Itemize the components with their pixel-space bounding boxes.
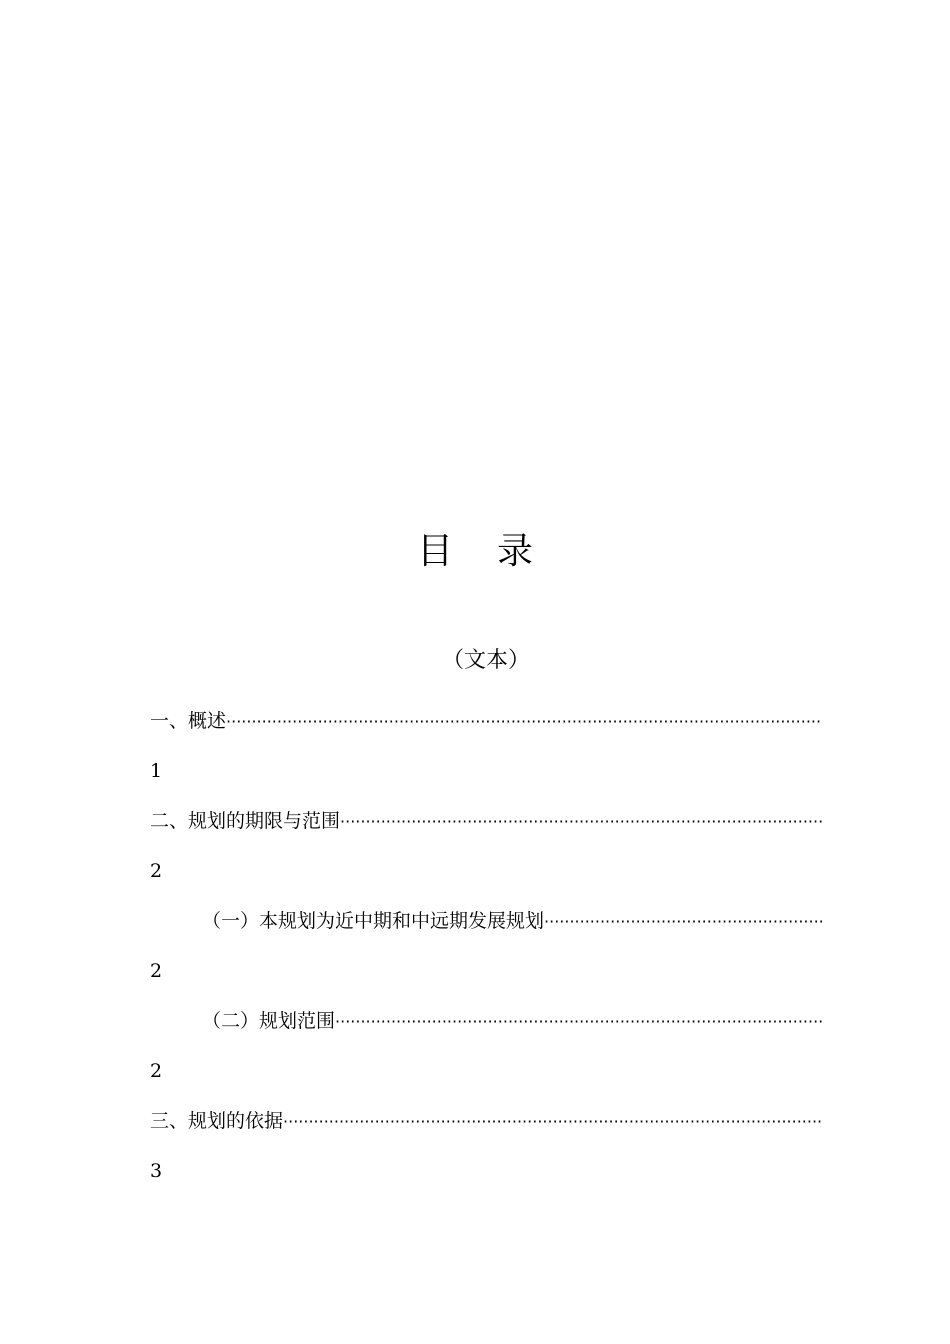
toc-page-number: 2 — [150, 1060, 163, 1082]
toc-page-number: 1 — [150, 760, 163, 782]
toc-entry-line — [150, 1005, 822, 1055]
toc-entry-text: 二、规划的期限与范围 — [150, 810, 341, 832]
toc-entry-text: 三、规划的依据 — [150, 1110, 284, 1132]
toc-dot-leader — [340, 806, 822, 838]
toc-entry-planning-scope[interactable] — [150, 1005, 822, 1105]
toc-entry-text: （一）本规划为近中期和中远期发展规划 — [202, 910, 545, 932]
table-of-contents — [150, 705, 822, 1205]
toc-subtitle: （文本） — [441, 648, 530, 673]
toc-entry-line — [150, 905, 822, 955]
toc-title-char-1: 目 — [416, 531, 497, 572]
toc-entry-line — [150, 1105, 822, 1155]
toc-entry-planning-term[interactable] — [150, 905, 822, 1005]
toc-entry-line — [150, 705, 822, 755]
toc-dot-leader — [226, 706, 822, 738]
toc-dot-leader — [544, 906, 822, 938]
toc-entry-text: （二）规划范围 — [202, 1010, 336, 1032]
toc-page-number: 2 — [150, 860, 163, 882]
toc-entry-line — [150, 805, 822, 855]
toc-title — [0, 530, 950, 574]
toc-page-number: 3 — [150, 1160, 163, 1182]
toc-entry-period-scope[interactable] — [150, 805, 822, 905]
toc-entry-planning-basis[interactable] — [150, 1105, 822, 1205]
toc-page-number: 2 — [150, 960, 163, 982]
toc-entry-overview[interactable] — [150, 705, 822, 805]
toc-dot-leader — [335, 1006, 822, 1038]
toc-entry-text: 一、概述 — [150, 710, 227, 732]
toc-title-char-2: 录 — [497, 531, 578, 572]
toc-dot-leader — [283, 1106, 822, 1138]
